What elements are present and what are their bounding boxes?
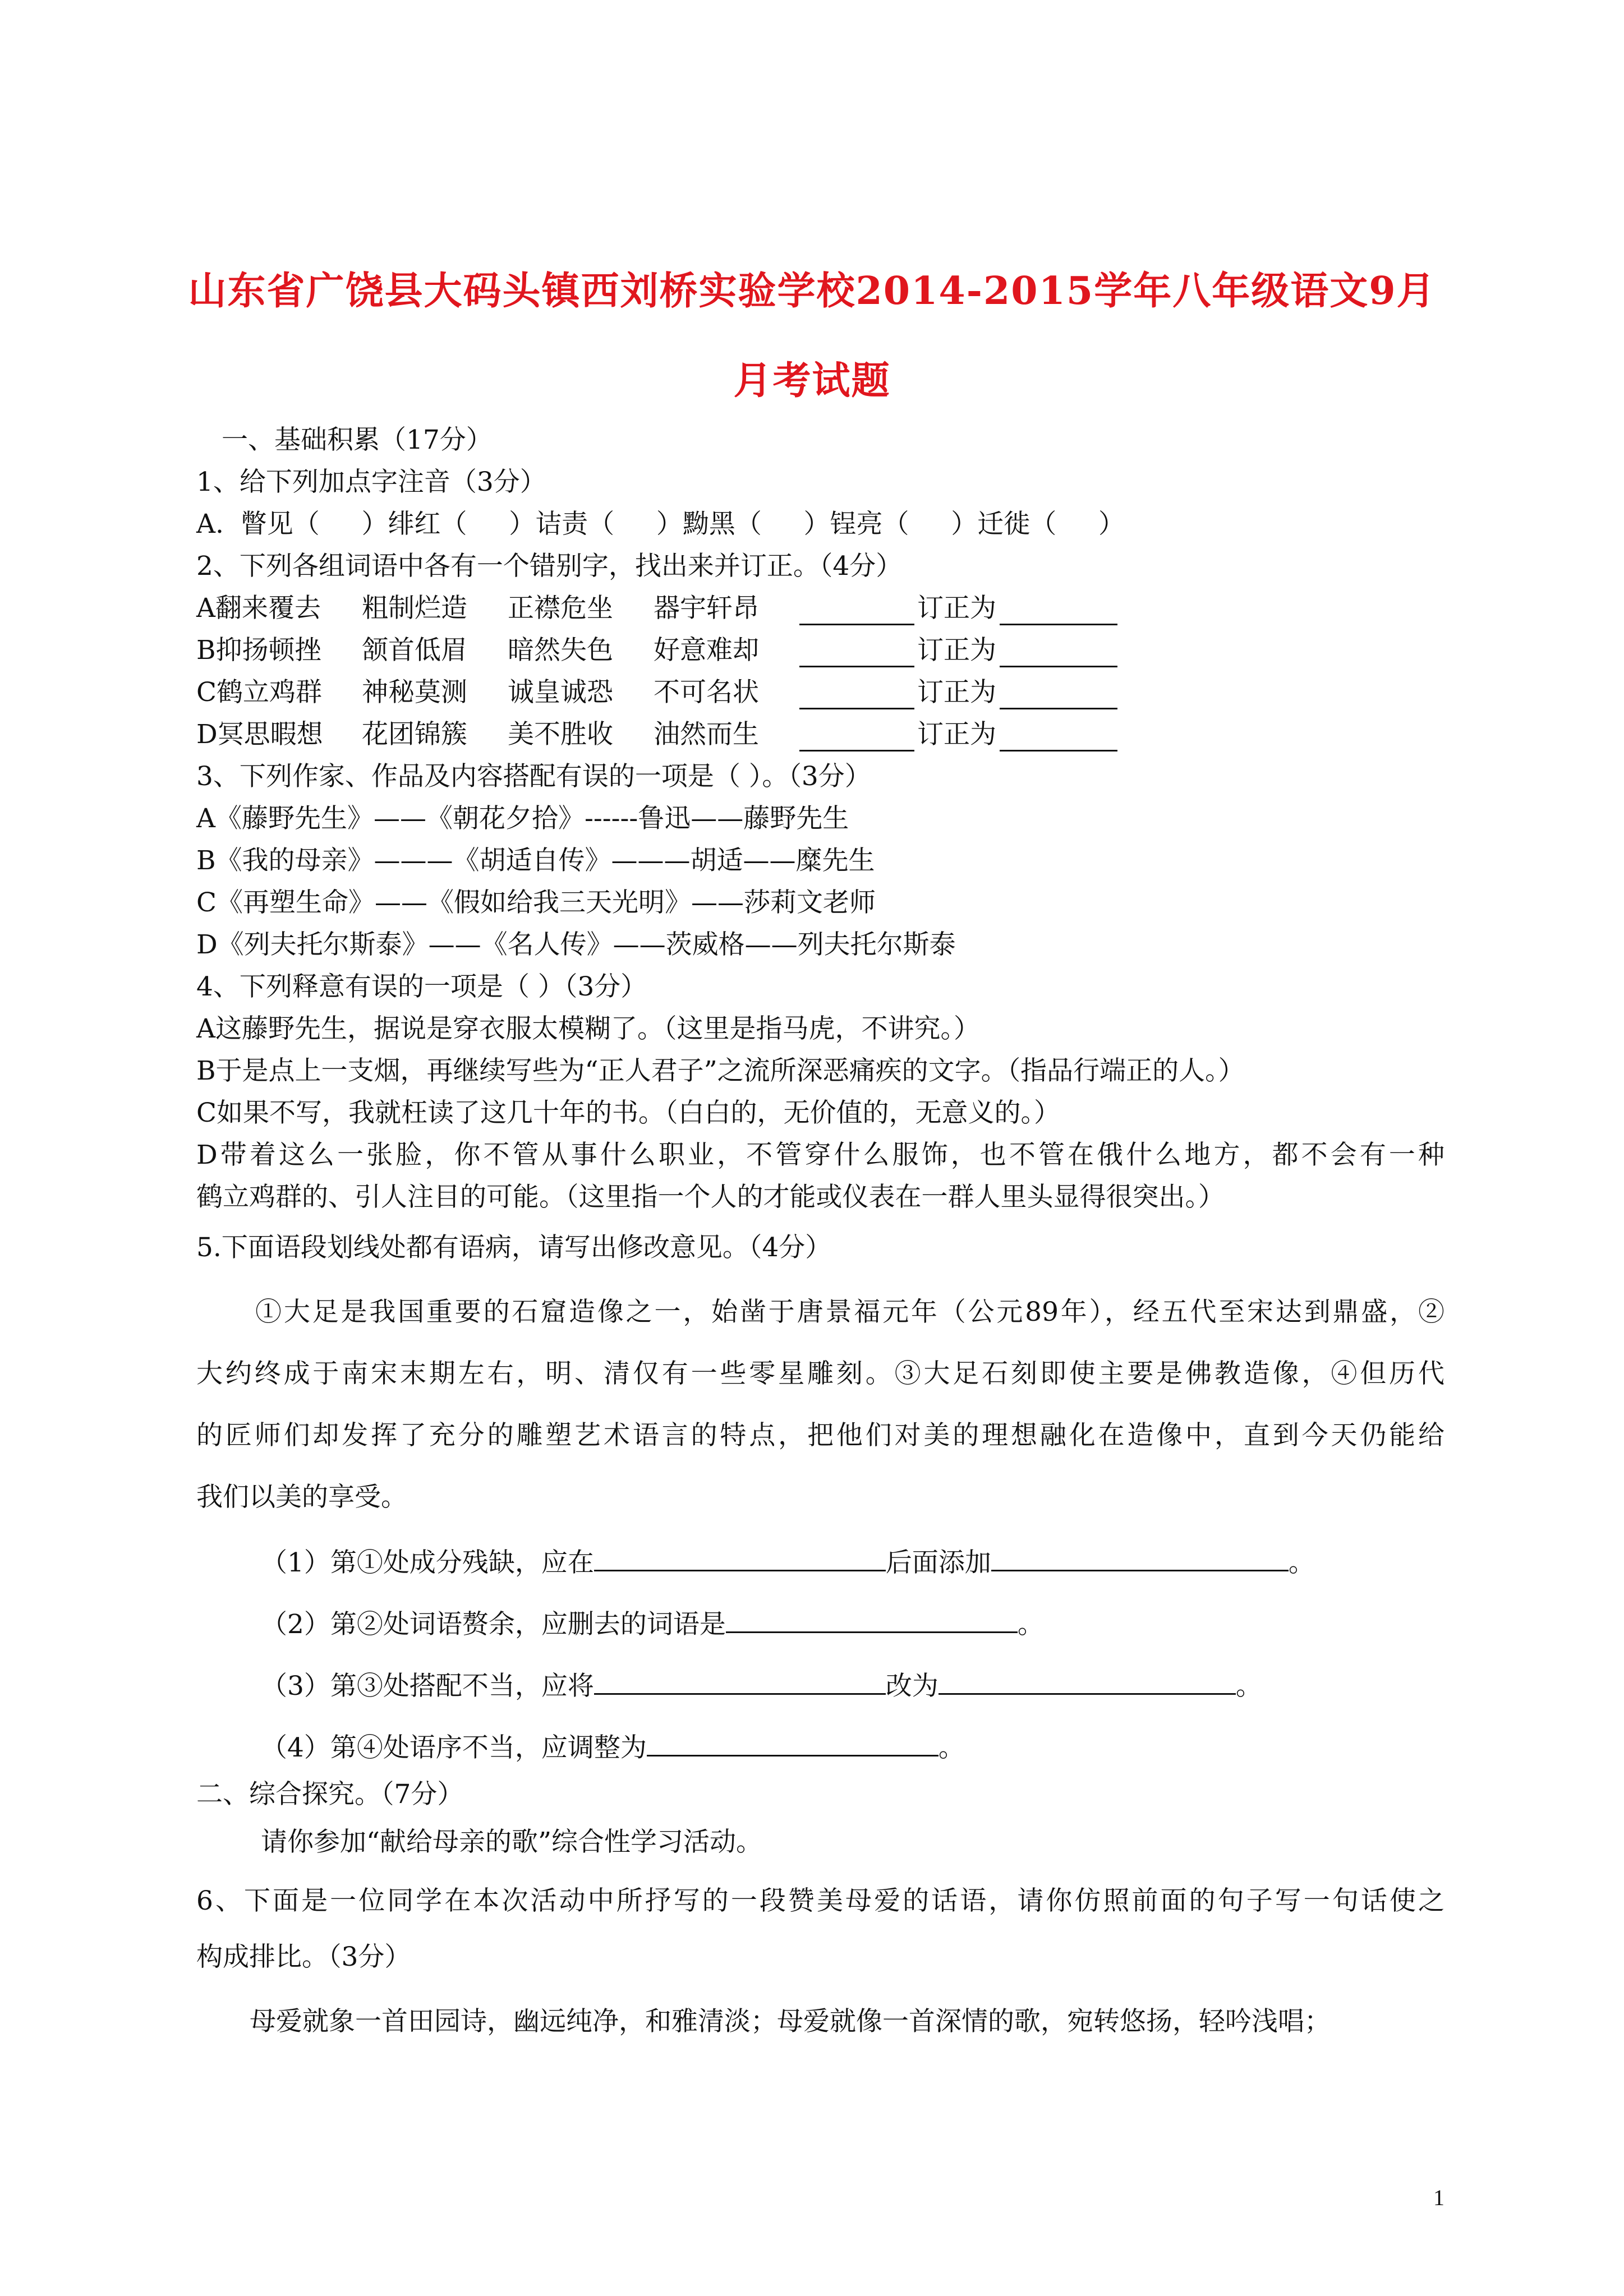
q2-word-c: 暗然失色 [508,635,613,666]
q2-word-d: 不可名状 [654,677,759,708]
q5-sub-1-blank-addition[interactable] [991,1545,1289,1571]
q2-fix-label: 订正为 [917,635,996,666]
q5-sub-3-blank-to[interactable] [938,1668,1236,1695]
q5-stem: 5.下面语段划线处都有语病，请写出修改意见。（4分） [196,1232,832,1263]
page-number: 1 [1433,2185,1444,2210]
q5-sub-2-end: 。 [1017,1609,1044,1640]
q2-answer-blank[interactable] [799,599,914,625]
q5-sub-4 [261,1730,965,1765]
q3-stem: 3、下列作家、作品及内容搭配有误的一项是（ ）。（3分） [196,761,871,792]
section-2-intro: 请你参加“献给母亲的歌”综合性学习活动。 [261,1827,763,1857]
q2-answer-blank[interactable] [799,683,914,709]
q5-passage-line: 大约终成于南宋末期左右，明、清仅有一些零星雕刻。③大足石刻即使主要是佛教造像，④但历代 [196,1358,1444,1389]
q5-sub-2-prefix: （2）第②处词语赘余，应删去的词语是 [261,1609,726,1640]
q2-answer-blank[interactable] [799,725,914,751]
q2-word-b: 颔首低眉 [362,635,467,666]
q2-word-b: 神秘莫测 [362,677,467,708]
q4-option-b: B于是点上一支烟，再继续写些为“正人君子”之流所深恶痛疾的文字。（指品行端正的人。） [196,1055,1245,1086]
q2-word-a: A翻来覆去 [196,593,321,624]
q5-sub-3-prefix: （3）第③处搭配不当，应将 [261,1671,594,1702]
document-title-line-2: 月考试题 [733,358,891,403]
q2-word-c: 诚皇诚恐 [508,677,613,708]
section-2-heading: 二、综合探究。（7分） [196,1779,464,1810]
q5-sub-4-end: 。 [938,1732,965,1763]
section-1-heading: 一、基础积累（17分） [222,425,493,455]
q2-word-a: B抑扬顿挫 [196,635,321,666]
q5-sub-3-blank-from[interactable] [594,1668,886,1695]
document-title-line-1: 山东省广饶县大码头镇西刘桥实验学校2014-2015学年八年级语文9月 [188,269,1436,313]
q2-correction-blank[interactable] [1000,683,1117,709]
q2-correction-blank[interactable] [1000,725,1117,751]
q5-sub-1 [261,1545,1315,1580]
q5-sub-1-end: 。 [1288,1547,1315,1578]
q4-option-d-cont: 鹤立鸡群的、引人注目的可能。（这里指一个人的才能或仪表在一群人里头显得很突出。） [196,1182,1225,1212]
q5-sub-1-blank-position[interactable] [594,1545,886,1571]
q4-option-d: D带着这么一张脸，你不管从事什么职业，不管穿什么服饰，也不管在俄什么地方，都不会有一种 [196,1140,1444,1170]
q2-word-c: 美不胜收 [508,719,613,750]
q5-sub-4-blank[interactable] [647,1730,938,1756]
q1-stem: 1、给下列加点字注音（3分） [196,467,546,497]
q2-word-d: 油然而生 [654,719,759,750]
q2-answer-blank[interactable] [799,641,914,667]
q3-option-c: C《再塑生命》——《假如给我三天光明》——莎莉文老师 [196,887,876,918]
q2-correction-blank[interactable] [1000,641,1117,667]
q2-stem: 2、下列各组词语中各有一个错别字，找出来并订正。（4分） [196,551,903,582]
q4-stem: 4、下列释意有误的一项是（ ）（3分） [196,971,647,1002]
q5-sub-2-blank[interactable] [726,1607,1018,1633]
q5-sub-1-prefix: （1）第①处成分残缺，应在 [261,1547,594,1578]
q5-sub-1-middle: 后面添加 [885,1547,991,1578]
q2-fix-label: 订正为 [917,593,996,624]
q3-option-b: B《我的母亲》———《胡适自传》———胡适——糜先生 [196,845,875,876]
q2-word-b: 花团锦簇 [362,719,467,750]
q1-items: A. 瞥见（ ）绯红（ ）诘责（ ）黝黑（ ）锃亮（ ）迁徙（ ） [196,509,1125,540]
q2-word-c: 正襟危坐 [508,593,613,624]
q5-sub-3 [261,1668,1262,1703]
q5-sub-4-prefix: （4）第④处语序不当，应调整为 [261,1732,647,1763]
q2-word-d: 好意难却 [654,635,759,666]
q5-sub-2 [261,1607,1044,1642]
q2-word-a: D冥思暇想 [196,719,323,750]
q6-stem-line-1: 6、下面是一位同学在本次活动中所抒写的一段赞美母爱的话语，请你仿照前面的句子写一句话使之 [196,1885,1444,1916]
q2-word-d: 器宇轩昂 [654,593,759,624]
q2-fix-label: 订正为 [917,719,996,750]
q2-correction-blank[interactable] [1000,599,1117,625]
q5-sub-3-end: 。 [1235,1671,1262,1702]
q5-passage-line: 的匠师们却发挥了充分的雕塑艺术语言的特点，把他们对美的理想融化在造像中，直到今天仍能给 [196,1420,1444,1451]
q3-option-a: A《藤野先生》——《朝花夕拾》------鲁迅——藤野先生 [196,803,849,834]
q2-word-a: C鹤立鸡群 [196,677,322,708]
q6-stem-line-2: 构成排比。（3分） [196,1942,411,1972]
q3-option-d: D《列夫托尔斯泰》——《名人传》——茨威格——列夫托尔斯泰 [196,929,956,960]
q4-option-a: A这藤野先生，据说是穿衣服太模糊了。（这里是指马虎，不讲究。） [196,1013,980,1044]
q5-passage-line: 我们以美的享受。 [196,1482,407,1513]
q5-sub-3-middle: 改为 [885,1671,938,1702]
q6-sample-text: 母爱就象一首田园诗，幽远纯净，和雅清淡；母爱就像一首深情的歌，宛转悠扬，轻吟浅唱； [250,2006,1331,2037]
q4-option-c: C如果不写，我就枉读了这几十年的书。（白白的，无价值的，无意义的。） [196,1098,1060,1128]
q2-fix-label: 订正为 [917,677,996,708]
q2-word-b: 粗制烂造 [362,593,467,624]
q5-passage-line: ①大足是我国重要的石窟造像之一，始凿于唐景福元年（公元89年），经五代至宋达到鼎盛，② [255,1297,1444,1327]
